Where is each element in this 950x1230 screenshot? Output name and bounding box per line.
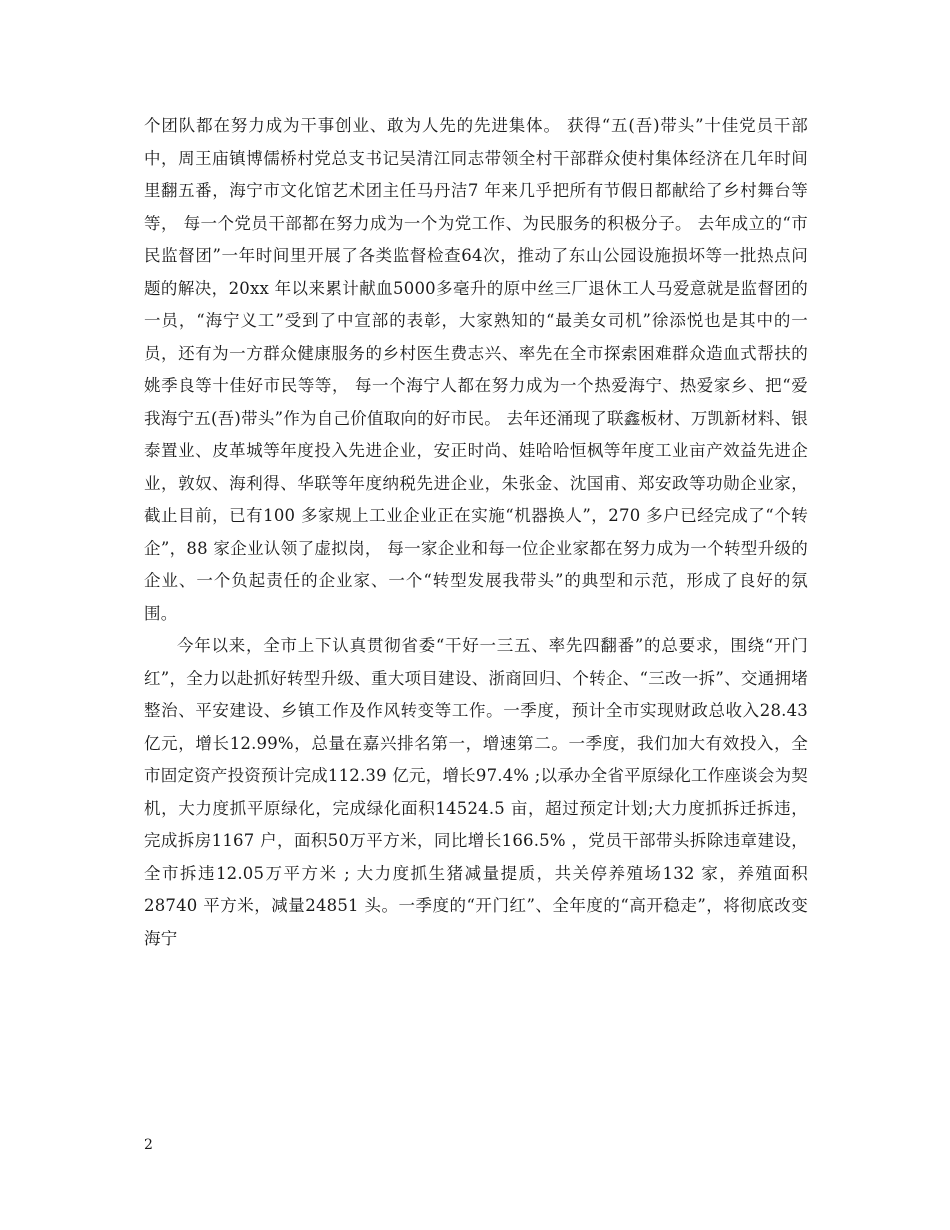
paragraph-2: 今年以来，全市上下认真贯彻省委“干好一三五、率先四翻番”的总要求，围绕“开门红”，全力以赴抓好转型升级、重大项目建设、浙商回归、个转企、“三改一拆”、交通拥堵整治、平安建设、乡镇工作及作风转变等工作。一季度，预计全市实现财政总收入28.43 亿元，增长12.99%，总量在嘉兴排名第一，增速第二。一季度，我们加大有效投入，全市固定资产投资预计完成112.39 亿元，增长97.4% ;以承办全省平原绿化工作座谈会为契机，大力度抓平原绿化，完成绿化面积14524.5 亩，超过预定计划;大力度抓拆迁拆违，完成拆房1167 户，面积50万平方米，同比增长166.5% ，党员干部带头拆除违章建设，全市拆违12.05万平方米 ; 大力度抓生猪减量提质，共关停养殖场132 家，养殖面积28740 平方米，减量24851 头。一季度的“开门红”、全年度的“高开稳走”，将彻底改变海宁	[144, 636, 808, 948]
document-body	[144, 110, 808, 955]
paragraph-1: 个团队都在努力成为干事创业、敢为人先的先进集体。 获得“五(吾)带头”十佳党员干部中，周王庙镇博儒桥村党总支书记吴清江同志带领全村干部群众使村集体经济在几年时间里翻五番，海宁市文化馆艺术团主任马丹洁7 年来几乎把所有节假日都献给了乡村舞台等等， 每一个党员干部都在努力成为一个为党工作、为民服务的积极分子。 去年成立的“市民监督团”一年时间里开展了各类监督检查64次，推动了东山公园设施损坏等一批热点问题的解决，20xx 年以来累计献血5000多毫升的原中丝三厂退休工人马爱意就是监督团的一员，“海宁义工”受到了中宣部的表彰，大家熟知的“最美女司机”徐添悦也是其中的一员，还有为一方群众健康服务的乡村医生费志兴、率先在全市探索困难群众造血式帮扶的姚季良等十佳好市民等等， 每一个海宁人都在努力成为一个热爱海宁、热爱家乡、把“爱我海宁五(吾)带头”作为自己价值取向的好市民。 去年还涌现了联鑫板材、万凯新材料、银泰置业、皮革城等年度投入先进企业，安正时尚、娃哈哈恒枫等年度工业亩产效益先进企业，敦奴、海利得、华联等年度纳税先进企业，朱张金、沈国甫、郑安政等功勋企业家，截止目前，已有100 多家规上工业企业正在实施“机器换人”，270 多户已经完成了“个转企”，88 家企业认领了虚拟岗， 每一家企业和每一位企业家都在努力成为一个转型升级的企业、一个负起责任的企业家、一个“转型发展我带头”的典型和示范，形成了良好的氛围。	[144, 116, 808, 623]
page-number: 2	[144, 1137, 153, 1153]
